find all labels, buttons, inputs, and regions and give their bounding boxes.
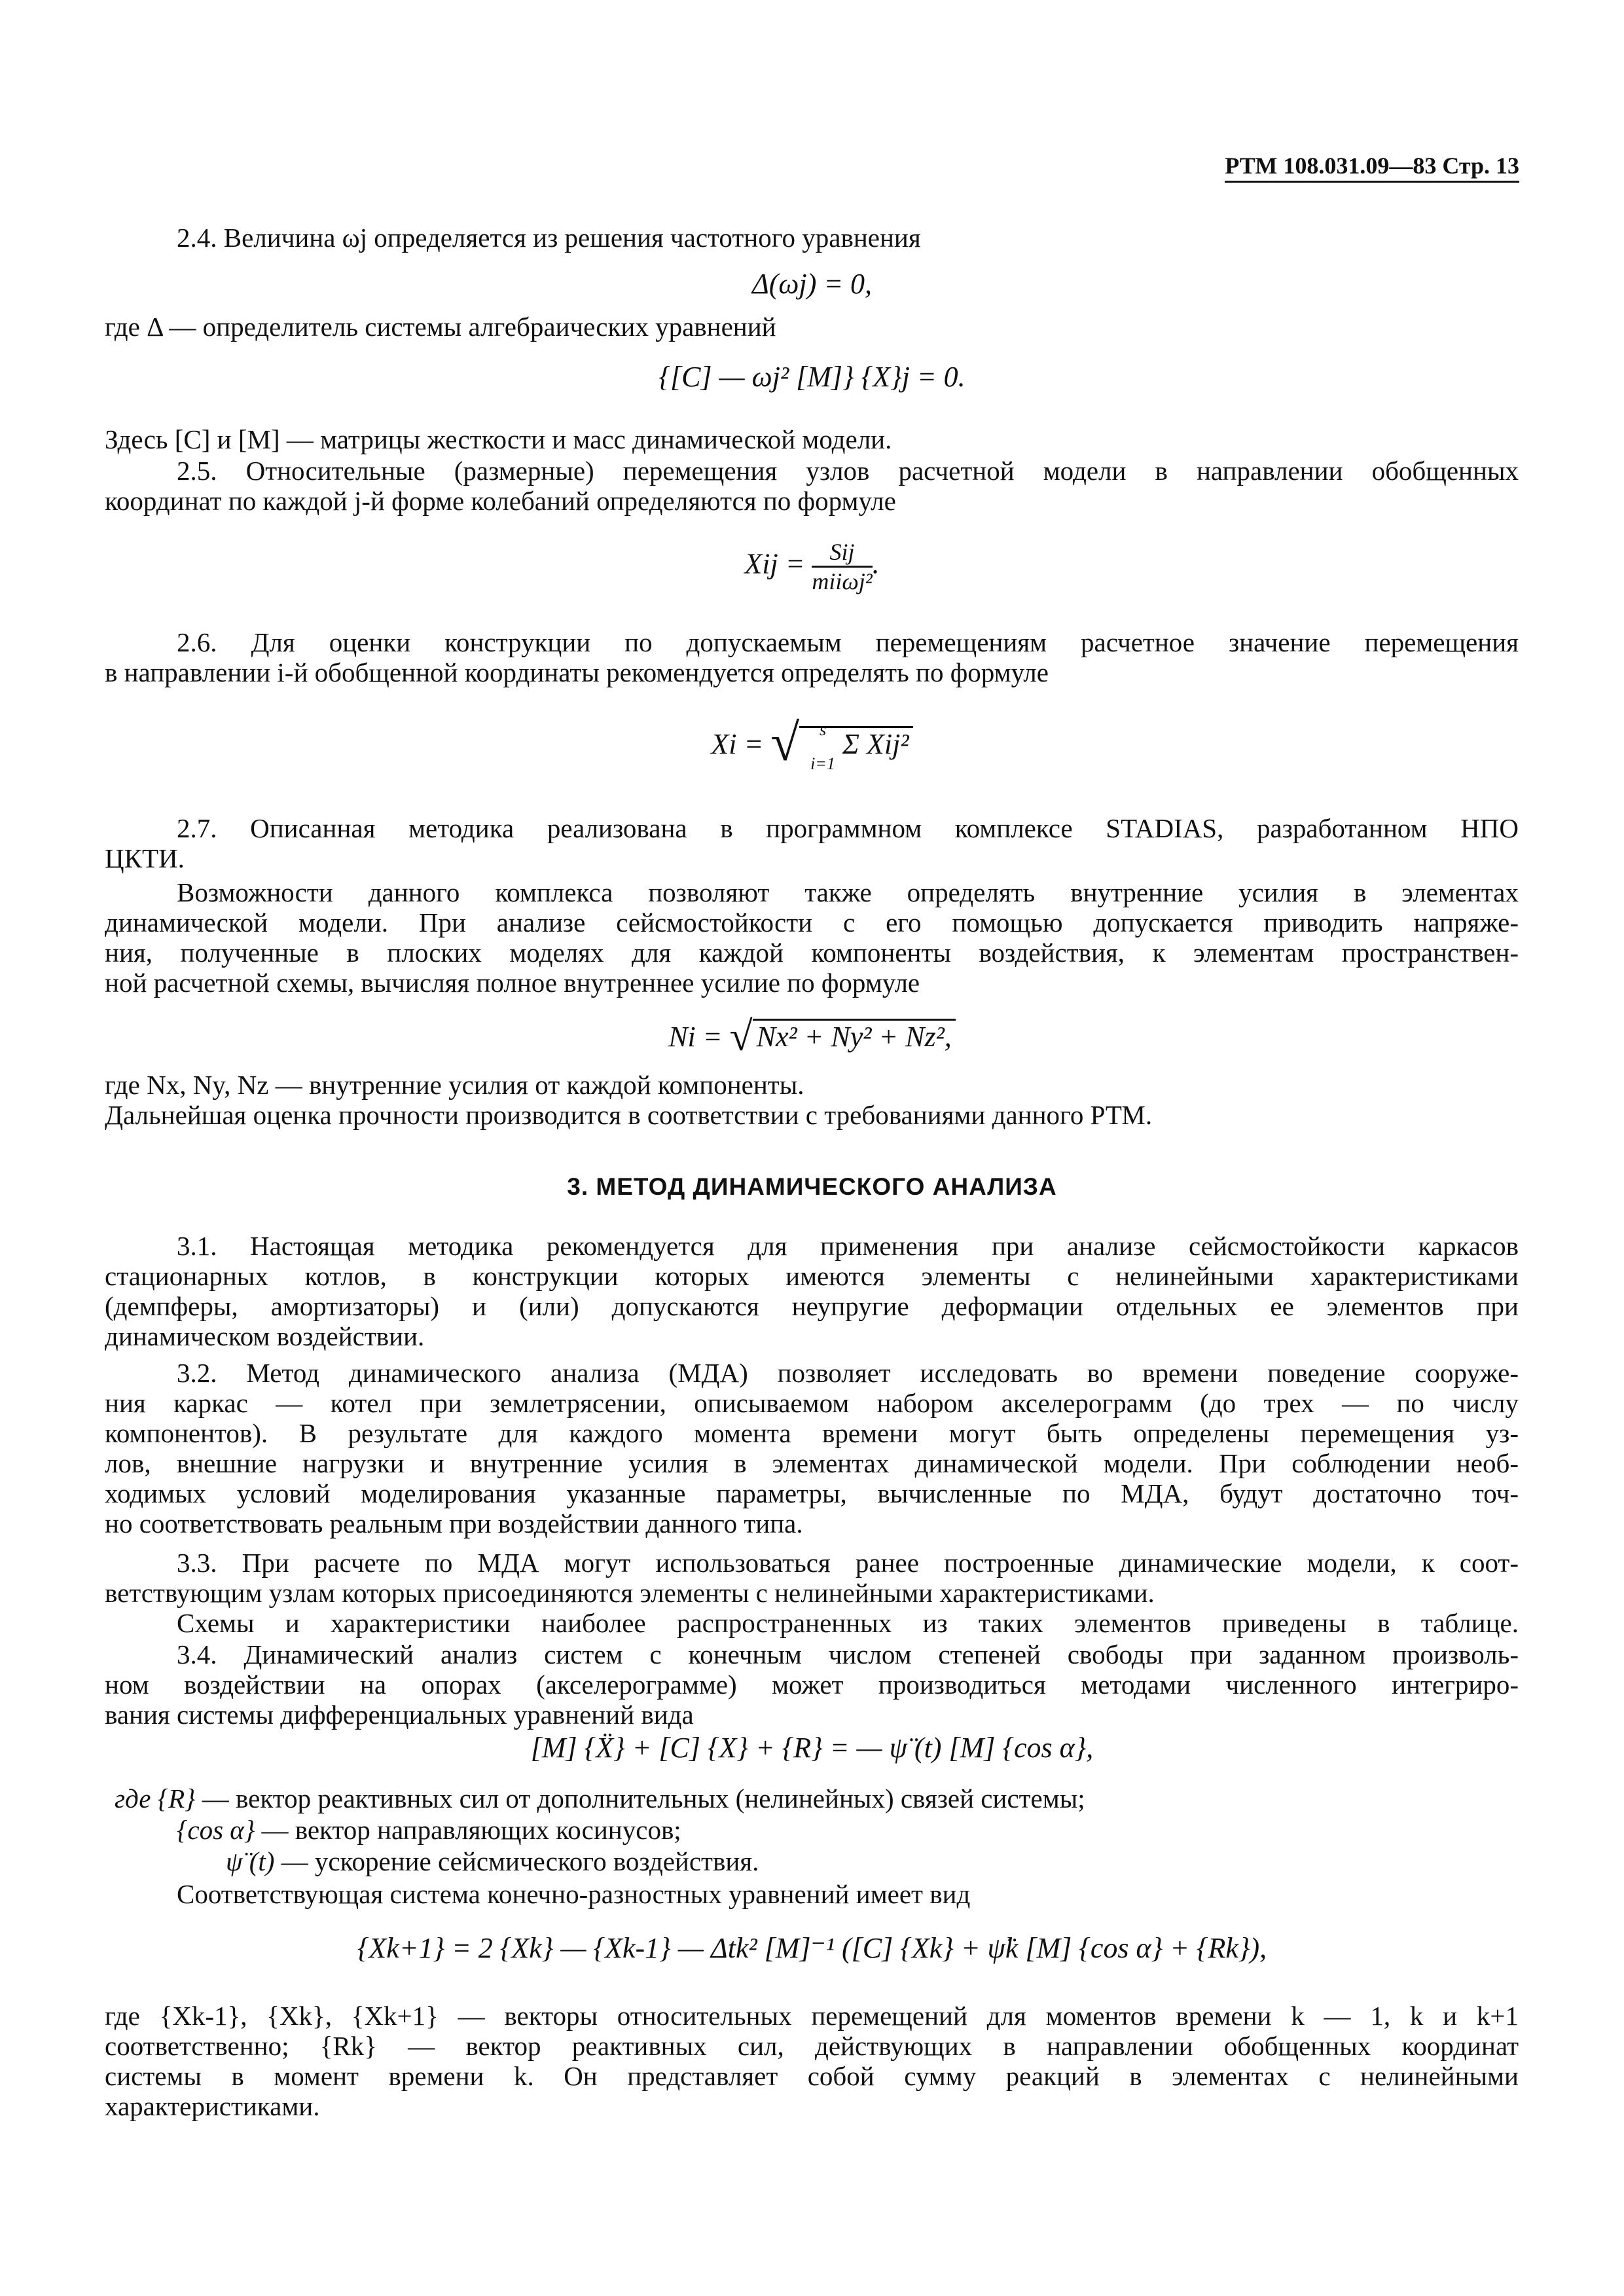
text-line: ния, полученные в плоских моделях для каждой компоненты воздействия, к элементам пространствен-	[105, 938, 1519, 968]
text-line: в направлении i-й обобщенной координаты рекомендуется определять по формуле	[105, 657, 1049, 687]
sum-lower-limit: i=1	[810, 754, 835, 773]
equation-internal-force	[0, 1012, 1624, 1061]
text-line: где {Xk-1}, {Xk}, {Xk+1} — векторы относительных перемещений для моментов времени k — 1, k и k+1	[105, 2001, 1519, 2031]
equation-frequency: Δ(ωj) = 0,	[751, 268, 873, 300]
paragraph-2-4	[105, 223, 1591, 253]
text-line: но соответствовать реальным при воздействии данного типа.	[105, 1508, 803, 1539]
equation-total-displacement	[0, 714, 1624, 773]
where-text: — вектор направляющих косинусов;	[255, 1815, 681, 1845]
where-symbol: ψ̈ (t)	[226, 1846, 275, 1876]
text-line: 2.7. Описанная методика реализована в программном комплексе STADIAS, разработанном НПО	[177, 813, 1519, 843]
where-symbol: {cos α}	[177, 1815, 255, 1845]
sum-limits	[810, 721, 835, 773]
text-line: 3.3. При расчете по МДА могут использоваться ранее построенные динамические модели, к соот-	[177, 1548, 1519, 1578]
text-line: 3.4. Динамический анализ систем с конечным числом степеней свободы при заданном произволь-	[177, 1639, 1519, 1669]
paragraph-2-7	[105, 813, 1519, 843]
text-line: Соответствующая система конечно-разностных уравнений имеет вид	[177, 1879, 971, 1909]
text-line: 2.6. Для оценки конструкции по допускаемым перемещениям расчетное значение перемещения	[177, 627, 1519, 657]
text-line: ЦКТИ.	[105, 843, 185, 873]
text-line: компонентов). В результате для каждого момента времени могут быть определены перемещения уз-	[105, 1418, 1519, 1448]
paragraph-2-7-capabilities	[105, 877, 1519, 998]
text-line: ном воздействии на опорах (акселерограмме) может производиться методами численного интегриро-	[105, 1669, 1519, 1700]
text-line: ной расчетной схемы, вычисляя полное внутреннее усилие по формуле	[105, 968, 920, 998]
text-line: ветствующим узлам которых присоединяются элементы с нелинейными характеристиками.	[105, 1578, 1155, 1608]
paragraph-2-5-cont	[105, 486, 1519, 516]
radicand: Nx² + Ny² + Nz²,	[753, 1019, 956, 1053]
section-heading: 3. МЕТОД ДИНАМИЧЕСКОГО АНАЛИЗА	[567, 1173, 1057, 1200]
text-line: (демпферы, амортизаторы) и (или) допускаются неупругие деформации отдельных ее элементов при	[105, 1291, 1519, 1321]
equation-displacement: Xij = $\frac{\text{Sij}}{\text{miiωj²}}$ .	[744, 539, 880, 594]
paragraph-2-4-here	[105, 424, 1519, 454]
text-line: динамической модели. При анализе сейсмостойкости с его помощью допускается приводить напряже-	[105, 907, 1519, 938]
paragraph-2-7-cont	[105, 843, 1519, 873]
text-line: 3.2. Метод динамического анализа (МДА) позволяет исследовать во времени поведение сооруже-	[177, 1358, 1519, 1388]
radical-sign: √	[770, 714, 800, 772]
text-line: соответственно; {Rk} — вектор реактивных сил, действующих в направлении обобщенных координат	[105, 2031, 1519, 2061]
paragraph-3-4	[105, 1639, 1519, 1730]
sum-expression: Σ Xij²	[842, 728, 909, 760]
text-line: где Δ — определитель системы алгебраических уравнений	[105, 312, 776, 342]
where-text: — вектор реактивных сил от дополнительных (нелинейных) связей системы;	[195, 1783, 1085, 1813]
radicand	[799, 720, 912, 773]
where-text: — ускорение сейсмического воздействия.	[274, 1846, 759, 1876]
text-line: вания системы дифференциальных уравнений вида	[105, 1700, 694, 1730]
paragraph-2-6	[105, 627, 1519, 657]
text-line: характеристиками.	[105, 2091, 320, 2121]
paragraph-3-4-system	[105, 1879, 1519, 1909]
paragraph-2-5	[105, 456, 1519, 486]
equation-lhs: Xi =	[711, 728, 764, 760]
where-item-reactive	[115, 1783, 1085, 1813]
paragraph-3-3-tables	[105, 1608, 1519, 1638]
text-line: ния каркас — котел при землетрясении, описываемом набором акселерограмм (до трех — по числу	[105, 1388, 1519, 1418]
fraction	[812, 538, 872, 595]
where-symbol: где {R}	[115, 1783, 196, 1813]
text-line: координат по каждой j-й форме колебаний определяются по формуле	[105, 486, 896, 516]
paragraph-2-4-where	[105, 312, 1519, 342]
equation-finite-difference: {Xk+1} = 2 {Xk} — {Xk-1} — Δtk² [M]⁻¹ ([C] {Xk} + ψ̈k [M] {cos α} + {Rk}),	[357, 1932, 1267, 1964]
text-line: где Nx, Ny, Nz — внутренние усилия от каждой компоненты.	[105, 1070, 804, 1100]
page-header: РТМ 108.031.09—83 Стр. 13	[1225, 152, 1519, 183]
where-item-acceleration	[226, 1846, 759, 1876]
text-line: лов, внешние нагрузки и внутренние усилия в элементах динамической модели. При соблюдении необ-	[105, 1448, 1519, 1478]
equation-algebraic-system: {[C] — ωj² [M]} {X}j = 0.	[659, 361, 965, 393]
radical-sign: √	[729, 1013, 753, 1059]
paragraph-2-6-cont	[105, 657, 1519, 687]
fraction-denominator: miiωj²	[812, 568, 873, 594]
text-line: системы в момент времени k. Он представляет собой сумму реакций в элементах с нелинейными	[105, 2061, 1519, 2091]
text-line: 2.5. Относительные (размерные) перемещения узлов расчетной модели в направлении обобщенных	[177, 456, 1519, 486]
text-line: Схемы и характеристики наиболее распространенных из таких элементов приведены в таблице.	[177, 1608, 1519, 1638]
text-line: Здесь [C] и [M] — матрицы жесткости и масс динамической модели.	[105, 424, 892, 454]
paragraph-3-2	[105, 1358, 1519, 1539]
text-line: динамическом воздействии.	[105, 1321, 425, 1351]
text-line: 3.1. Настоящая методика рекомендуется для применения при анализе сейсмостойкости каркасов	[177, 1231, 1519, 1261]
text-line: ходимых условий моделирования указанные параметры, вычисленные по МДА, будут достаточно точ-	[105, 1478, 1519, 1508]
equation-lhs: Xij =	[744, 547, 805, 580]
sum-upper-limit: s	[819, 720, 827, 739]
equation-motion: [M] {Ẍ} + [C] {X} + {R} = — ψ̈ (t) [M] {cos α},	[530, 1732, 1094, 1764]
text-line: Возможности данного комплекса позволяют также определять внутренние усилия в элементах	[177, 877, 1519, 907]
equation-lhs: Ni =	[668, 1021, 723, 1053]
paragraph-3-3	[105, 1548, 1519, 1608]
where-item-cosines	[177, 1815, 681, 1845]
text-line: 2.4. Величина ωj определяется из решения частотного уравнения	[177, 223, 921, 253]
fraction-numerator: Sij	[812, 538, 872, 568]
paragraph-3-4-where	[105, 2001, 1519, 2121]
text-line: Дальнейшая оценка прочности производится в соответствии с требованиями данного РТМ.	[105, 1100, 1153, 1130]
text-line: стационарных котлов, в конструкции которых имеются элементы с нелинейными характеристиками	[105, 1261, 1519, 1291]
paragraph-3-1	[105, 1231, 1519, 1351]
paragraph-2-7-where	[105, 1070, 1519, 1130]
